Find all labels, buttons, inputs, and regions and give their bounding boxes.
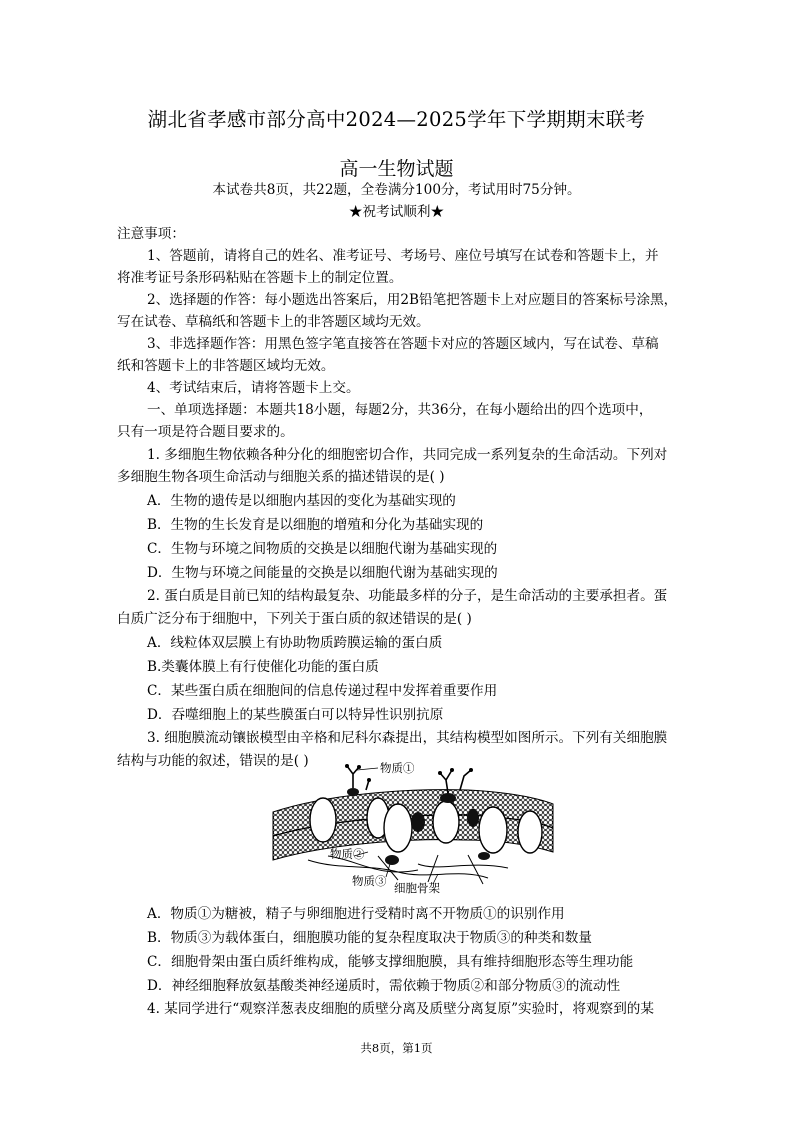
notice-item-3-line-1: 3、非选择题作答：用黑色签字笔直接答在答题卡对应的答题区域内，写在试卷、草稿 [147, 336, 659, 352]
membrane-model-figure [268, 760, 558, 895]
notice-item-2-line-1: 2、选择题的作答：每小题选出答案后，用2B铅笔把答题卡上对应题目的答案标号涂黑， [147, 292, 678, 308]
notice-item-1-line-1: 1、答题前，请将自己的姓名、准考证号、考场号、座位号填写在试卷和答题卡上，并 [147, 248, 659, 264]
notice-item-4: 4、考试结束后，请将答题卡上交。 [147, 380, 360, 396]
exam-title: 湖北省孝感市部分高中2024—2025学年下学期期末联考 [147, 108, 646, 131]
exam-info: 本试卷共8页，共22题，全卷满分100分，考试用时75分钟。 [212, 182, 581, 198]
q1-option-d: D．生物与环境之间能量的交换是以细胞代谢为基础实现的 [147, 565, 498, 581]
label-cytoskeleton: 细胞骨架 [394, 881, 440, 895]
label-substance-3: 物质③ [352, 874, 387, 888]
section-1-line-2: 只有一项是符合题目要求的。 [117, 424, 294, 440]
label-substance-2: 物质② [330, 847, 365, 861]
q3-stem-line-2: 结构与功能的叙述，错误的是( ) [117, 753, 309, 769]
q2-option-a: A．线粒体双层膜上有协助物质跨膜运输的蛋白质 [147, 635, 443, 651]
page-footer: 共8页，第1页 [360, 1041, 433, 1055]
q1-option-a: A．生物的遗传是以细胞内基因的变化为基础实现的 [147, 493, 456, 509]
q3-option-d: D．神经细胞释放氨基酸类神经递质时，需依赖于物质②和部分物质③的流动性 [147, 978, 621, 994]
section-1-line-1: 一、单项选择题：本题共18小题，每题2分，共36分，在每小题给出的四个选项中， [147, 402, 653, 418]
q1-option-b: B．生物的生长发育是以细胞的增殖和分化为基础实现的 [147, 517, 484, 533]
q2-option-b: B.类囊体膜上有行使催化功能的蛋白质 [147, 659, 379, 675]
notice-item-3-line-2: 纸和答题卡上的非答题区域均无效。 [117, 358, 335, 374]
q2-stem-line-2: 白质广泛分布于细胞中，下列关于蛋白质的叙述错误的是( ) [117, 611, 472, 627]
q3-option-b: B．物质③为载体蛋白，细胞膜功能的复杂程度取决于物质③的种类和数量 [147, 930, 592, 946]
q2-option-d: D．吞噬细胞上的某些膜蛋白可以特异性识别抗原 [147, 707, 444, 723]
label-substance-1: 物质① [380, 761, 415, 775]
q1-stem-line-1: 1. 多细胞生物依赖各种分化的细胞密切合作，共同完成一系列复杂的生命活动。下列对 [147, 447, 668, 463]
notice-heading: 注意事项： [117, 226, 185, 242]
q3-stem-line-1: 3. 细胞膜流动镶嵌模型由辛格和尼科尔森提出，其结构模型如图所示。下列有关细胞膜 [147, 730, 668, 746]
notice-item-2-line-2: 写在试卷、草稿纸和答题卡上的非答题区域均无效。 [117, 314, 430, 330]
q1-option-c: C．生物与环境之间物质的交换是以细胞代谢为基础实现的 [147, 541, 498, 557]
notice-item-1-line-2: 将准考证号条形码粘贴在答题卡上的制定位置。 [117, 270, 403, 286]
exam-subtitle: 高一生物试题 [339, 158, 454, 180]
exam-wish: ★祝考试顺利★ [348, 204, 445, 220]
q4-stem-line-1: 4. 某同学进行“观察洋葱表皮细胞的质壁分离及质壁分离复原”实验时，将观察到的某 [147, 1001, 654, 1017]
q2-option-c: C．某些蛋白质在细胞间的信息传递过程中发挥着重要作用 [147, 683, 498, 699]
q3-option-a: A．物质①为糖被，精子与卵细胞进行受精时离不开物质①的识别作用 [147, 906, 565, 922]
q2-stem-line-1: 2. 蛋白质是目前已知的结构最复杂、功能最多样的分子，是生命活动的主要承担者。蛋 [147, 588, 668, 604]
q1-stem-line-2: 多细胞生物各项生命活动与细胞关系的描述错误的是( ) [117, 469, 445, 485]
q3-option-c: C．细胞骨架由蛋白质纤维构成，能够支撑细胞膜，具有维持细胞形态等生理功能 [147, 954, 634, 970]
membrane-model-diagram [268, 760, 558, 895]
